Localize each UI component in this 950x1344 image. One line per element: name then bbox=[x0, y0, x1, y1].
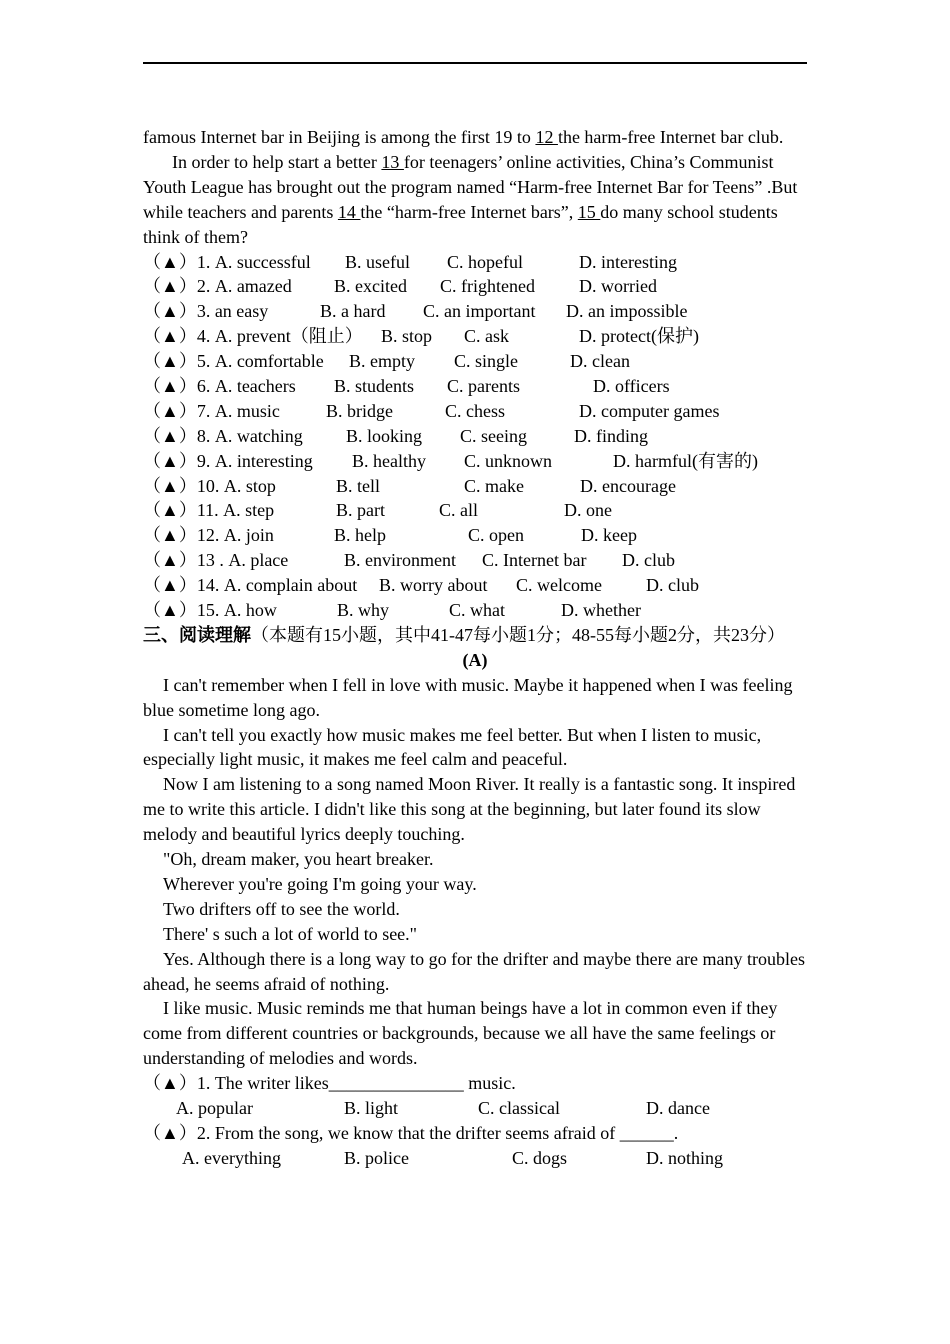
blank-12: 12 bbox=[535, 127, 558, 147]
option-d: D. encourage bbox=[580, 475, 676, 496]
option-b: B. healthy bbox=[352, 450, 426, 471]
option-c: C. hopeful bbox=[447, 251, 523, 272]
q-stem: （▲）5. A. comfortable bbox=[143, 351, 324, 372]
option-d: D. one bbox=[564, 500, 612, 521]
question-row bbox=[143, 324, 807, 349]
option-c: C. Internet bar bbox=[482, 550, 587, 571]
option-b: B. help bbox=[334, 525, 386, 546]
option-b: B. stop bbox=[381, 326, 433, 347]
lyric-line: Wherever you're going I'm going your way. bbox=[163, 873, 477, 894]
question-row bbox=[143, 573, 807, 598]
passage-title: (A) bbox=[462, 649, 488, 670]
option-c: C. seeing bbox=[460, 425, 527, 446]
option-b: B. why bbox=[337, 600, 390, 620]
option-d: D. club bbox=[646, 575, 699, 596]
text: the “harm-free Internet bars”, bbox=[360, 201, 578, 222]
text: do many school students think of them? bbox=[143, 201, 778, 247]
reading-question-1: （▲）1. The writer likes_______________ music. bbox=[143, 1073, 516, 1094]
q-stem: （▲）12. A. join bbox=[143, 525, 274, 546]
option-d: D. harmful(有害的) bbox=[613, 450, 758, 471]
lyric-line: There' s such a lot of world to see." bbox=[163, 923, 418, 944]
q-stem: （▲）1. A. successful bbox=[143, 251, 311, 272]
option-c: C. frightened bbox=[440, 276, 535, 297]
question-row bbox=[143, 424, 807, 449]
text: the harm-free Internet bar club. bbox=[557, 127, 784, 147]
passage-paragraph: Yes. Although there is a long way to go for the drifter and maybe there are many troubles ahead, he seems afraid of nothing. bbox=[143, 948, 806, 994]
question-row bbox=[143, 548, 807, 573]
option-b: B. police bbox=[344, 1147, 409, 1168]
q-stem: （▲）7. A. music bbox=[143, 400, 280, 421]
q-stem: （▲）10. A. stop bbox=[143, 475, 276, 496]
question-row bbox=[143, 274, 807, 299]
option-c: C. all bbox=[439, 500, 478, 521]
q-stem: （▲）11. A. step bbox=[143, 500, 275, 521]
cloze-paragraph-2 bbox=[143, 150, 807, 250]
option-d: D. officers bbox=[593, 375, 670, 396]
option-c: C. unknown bbox=[464, 450, 553, 471]
q-stem: （▲）6. A. teachers bbox=[143, 375, 296, 396]
option-c: C. dogs bbox=[512, 1147, 568, 1168]
question-row bbox=[143, 399, 807, 424]
option-d: D. clean bbox=[570, 351, 630, 372]
option-b: B. tell bbox=[336, 475, 380, 496]
text: In order to help start a better bbox=[172, 151, 382, 172]
option-d: D. whether bbox=[561, 600, 641, 620]
lyric-line: "Oh, dream maker, you heart breaker. bbox=[163, 849, 434, 870]
option-d: D. protect(保护) bbox=[579, 326, 699, 347]
option-d: D. computer games bbox=[579, 400, 720, 421]
option-c: C. an important bbox=[423, 301, 536, 322]
section-note: （本题有15小题，其中41-47每小题1分；48-55每小题2分，共23分） bbox=[251, 624, 785, 645]
option-d: D. nothing bbox=[646, 1147, 724, 1168]
option-b: B. a hard bbox=[320, 301, 386, 322]
option-c: C. ask bbox=[464, 326, 509, 347]
option-a: A. everything bbox=[182, 1147, 281, 1168]
option-c: C. chess bbox=[445, 400, 505, 421]
option-d: D. club bbox=[622, 550, 675, 571]
option-b: B. excited bbox=[334, 276, 407, 297]
option-b: B. empty bbox=[349, 351, 415, 372]
passage-paragraph: I can't tell you exactly how music makes me feel better. But when I listen to music, especially light music, it makes me feel calm and peaceful. bbox=[143, 724, 762, 770]
q-stem: （▲）2. A. amazed bbox=[143, 276, 292, 297]
text: for teenagers’ online activities, China’s Communist Youth League has brought out the program named “Harm-free Internet Bar for Teens” .But while teachers and parents bbox=[143, 151, 798, 222]
question-row bbox=[143, 349, 807, 374]
option-d: D. dance bbox=[646, 1098, 710, 1119]
q-stem: （▲）3. an easy bbox=[143, 301, 269, 322]
question-row bbox=[143, 598, 807, 623]
option-b: B. useful bbox=[345, 251, 410, 272]
option-d: D. an impossible bbox=[566, 301, 688, 322]
header-rule bbox=[143, 62, 807, 64]
section-title: 三、阅读理解 bbox=[143, 624, 251, 645]
document-body bbox=[143, 125, 807, 1171]
reading-question-1-options bbox=[143, 1096, 807, 1121]
question-row bbox=[143, 374, 807, 399]
text: famous Internet bar in Beijing is among the first 19 to bbox=[143, 127, 536, 147]
q-stem: （▲）8. A. watching bbox=[143, 425, 303, 446]
option-d: D. finding bbox=[574, 425, 648, 446]
question-row bbox=[143, 299, 807, 324]
cloze-question-list bbox=[143, 250, 807, 623]
option-d: D. interesting bbox=[579, 251, 677, 272]
option-b: B. part bbox=[336, 500, 385, 521]
option-c: C. parents bbox=[447, 375, 520, 396]
option-b: B. environment bbox=[344, 550, 456, 571]
passage-paragraph: Now I am listening to a song named Moon River. It really is a fantastic song. It inspired me to write this article. I didn't like this song at the beginning, but later found its slow melody and beautiful lyrics deeply touching. bbox=[143, 774, 796, 845]
reading-question-2-options bbox=[143, 1146, 807, 1171]
option-d: D. worried bbox=[579, 276, 657, 297]
q-stem: （▲）9. A. interesting bbox=[143, 450, 313, 471]
question-row bbox=[143, 250, 807, 275]
section-heading bbox=[143, 623, 807, 648]
question-row bbox=[143, 449, 807, 474]
option-b: B. light bbox=[344, 1098, 399, 1119]
option-d: D. keep bbox=[581, 525, 637, 546]
option-c: C. classical bbox=[478, 1098, 560, 1119]
blank-14: 14 bbox=[337, 201, 361, 222]
option-c: C. welcome bbox=[516, 575, 602, 596]
option-b: B. looking bbox=[346, 425, 423, 446]
cloze-paragraph-1 bbox=[143, 125, 807, 150]
question-row bbox=[143, 474, 807, 499]
blank-13: 13 bbox=[381, 151, 404, 172]
passage-paragraph: I can't remember when I fell in love with music. Maybe it happened when I was feeling blue sometime long ago. bbox=[143, 674, 793, 720]
q-stem: （▲）4. A. prevent（阻止） bbox=[143, 326, 363, 347]
q-stem: （▲）13 . A. place bbox=[143, 550, 289, 571]
option-b: B. students bbox=[334, 375, 415, 396]
lyric-line: Two drifters off to see the world. bbox=[163, 898, 400, 919]
blank-15: 15 bbox=[577, 201, 601, 222]
option-c: C. make bbox=[464, 475, 524, 496]
q-stem: （▲）15. A. how bbox=[143, 600, 277, 620]
question-row bbox=[143, 523, 807, 548]
option-a: A. popular bbox=[176, 1098, 253, 1119]
option-b: B. worry about bbox=[379, 575, 488, 596]
option-c: C. single bbox=[454, 351, 519, 372]
option-c: C. what bbox=[449, 600, 505, 620]
q-stem: （▲）14. A. complain about bbox=[143, 575, 358, 596]
reading-question-2: （▲）2. From the song, we know that the drifter seems afraid of ______. bbox=[143, 1123, 679, 1143]
passage-paragraph: I like music. Music reminds me that human beings have a lot in common even if they come from different countries or backgrounds, because we all have the same feelings or understanding of melodies and words. bbox=[143, 998, 778, 1069]
option-b: B. bridge bbox=[326, 400, 393, 421]
question-row bbox=[143, 498, 807, 523]
option-c: C. open bbox=[468, 525, 524, 546]
